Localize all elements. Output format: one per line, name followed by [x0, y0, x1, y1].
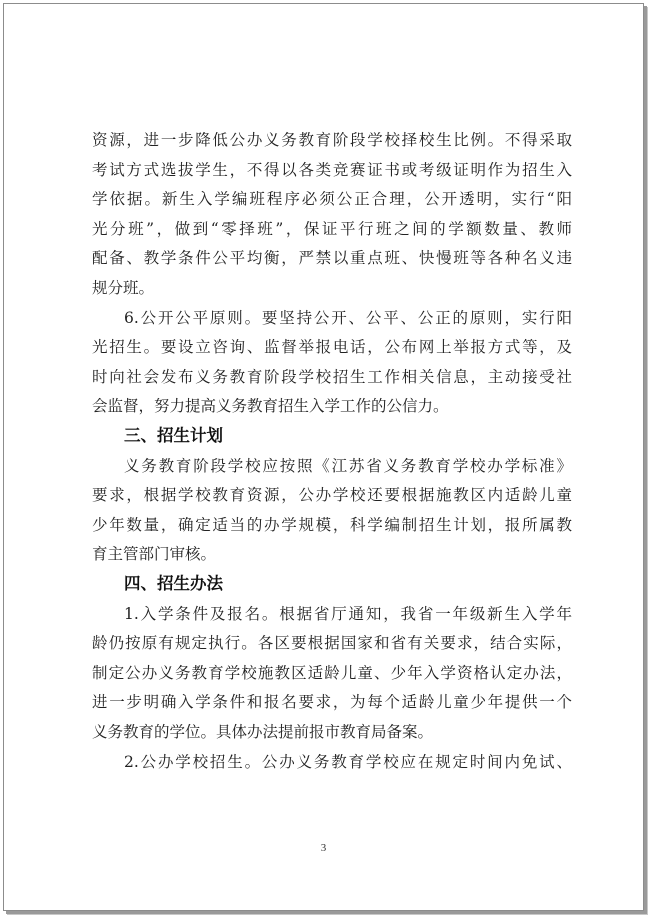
text-line: 少年数量，确定适当的办学规模，科学编制招生计划，报所属教 [92, 516, 572, 534]
text-line: 义务教育的学位。具体办法提前报市教育局备案。 [92, 723, 434, 741]
text-line: 育主管部门审核。 [92, 545, 217, 563]
section-heading: 四、招生办法 [124, 574, 223, 593]
page-number: 3 [320, 842, 327, 854]
document-page [3, 3, 644, 911]
text-line: 规分班。 [92, 279, 155, 297]
text-line: 光招生。要设立咨询、监督举报电话，公布网上举报方式等，及 [92, 338, 572, 356]
text-line: 时向社会发布义务教育阶段学校招生工作相关信息，主动接受社 [92, 368, 572, 386]
text-line: 资源，进一步降低公办义务教育阶段学校择校生比例。不得采取 [92, 131, 572, 149]
text-line: 龄仍按原有规定执行。各区要根据国家和省有关要求，结合实际， [92, 634, 572, 652]
text-line: 义务教育阶段学校应按照《江苏省义务教育学校办学标准》 [124, 457, 572, 475]
text-line: 学依据。新生入学编班程序必须公正合理，公开透明，实行“阳 [92, 190, 572, 208]
text-line: 光分班”，做到“零择班”，保证平行班之间的学额数量、教师 [92, 220, 572, 238]
text-line: 会监督，努力提高义务教育招生入学工作的公信力。 [92, 397, 449, 415]
text-line: 6.公开公平原则。要坚持公开、公平、公正的原则，实行阳 [124, 309, 572, 327]
text-line: 配备、教学条件公平均衡，严禁以重点班、快慢班等各种名义违 [92, 249, 572, 267]
section-heading: 三、招生计划 [124, 426, 223, 445]
text-line: 进一步明确入学条件和报名要求，为每个适龄儿童少年提供一个 [92, 693, 572, 711]
text-line: 制定公办义务教育学校施教区适龄儿童、少年入学资格认定办法， [92, 664, 572, 682]
text-line: 考试方式选拔学生，不得以各类竞赛证书或考级证明作为招生入 [92, 161, 572, 179]
text-line: 1.入学条件及报名。根据省厅通知，我省一年级新生入学年 [124, 605, 572, 623]
text-line: 要求，根据学校教育资源，公办学校还要根据施教区内适龄儿童 [92, 486, 572, 504]
text-line: 2.公办学校招生。公办义务教育学校应在规定时间内免试、 [124, 753, 572, 771]
